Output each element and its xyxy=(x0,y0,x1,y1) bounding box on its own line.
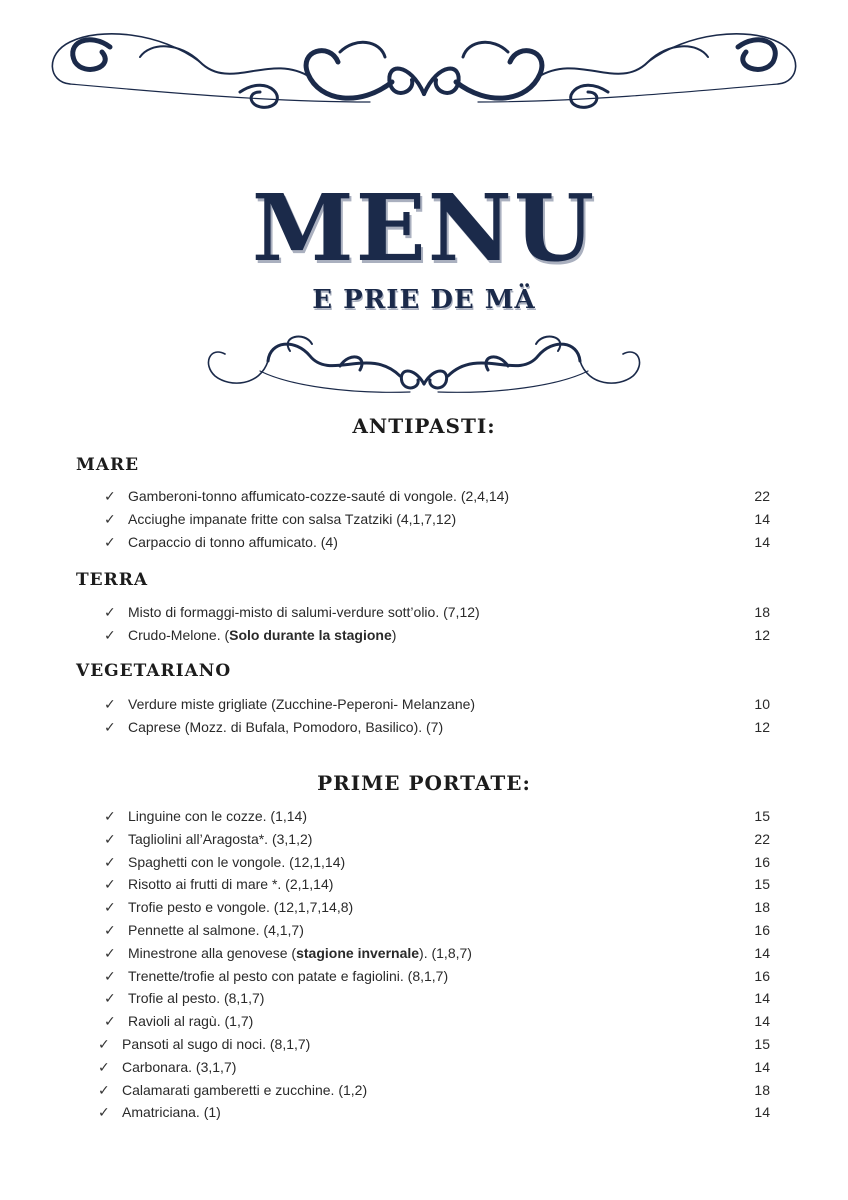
item-price: 14 xyxy=(754,1013,770,1030)
check-icon: ✓ xyxy=(98,1058,110,1075)
item-name: Spaghetti con le vongole. (12,1,14) xyxy=(128,853,346,870)
list-item xyxy=(0,828,848,851)
item-price: 14 xyxy=(754,533,770,550)
item-price: 14 xyxy=(754,1104,770,1121)
list-item xyxy=(0,1079,848,1102)
check-icon: ✓ xyxy=(104,626,116,643)
menu-subtitle: E PRIE DE MÄ xyxy=(312,285,536,315)
check-icon: ✓ xyxy=(104,899,116,916)
list-item xyxy=(0,896,848,919)
check-icon: ✓ xyxy=(104,1013,116,1030)
check-icon: ✓ xyxy=(104,830,116,847)
item-name: Acciughe impanate fritte con salsa Tzatziki (4,1,7,12) xyxy=(128,510,457,527)
item-name: Trenette/trofie al pesto con patate e fagiolini. (8,1,7) xyxy=(128,967,449,984)
check-icon: ✓ xyxy=(98,1035,110,1052)
list-item xyxy=(0,873,848,896)
check-icon: ✓ xyxy=(104,944,116,961)
item-price: 14 xyxy=(754,510,770,527)
item-price: 16 xyxy=(754,967,770,984)
menu-title: MENU xyxy=(251,174,597,282)
item-name: Gamberoni-tonno affumicato-cozze-sauté di vongole. (2,4,14) xyxy=(128,488,510,504)
item-name: Ravioli al ragù. (1,7) xyxy=(128,1013,254,1030)
list-item xyxy=(0,851,848,874)
antipasti-title: ANTIPASTI: xyxy=(352,414,496,438)
item-price: 18 xyxy=(754,899,770,916)
item-name: Crudo-Melone. (Solo durante la stagione) xyxy=(128,626,397,643)
middle-ornament xyxy=(200,326,648,398)
check-icon: ✓ xyxy=(104,990,116,1007)
vegetariano-list xyxy=(0,693,848,739)
item-price: 22 xyxy=(754,830,770,847)
item-price: 15 xyxy=(754,1035,770,1052)
check-icon: ✓ xyxy=(104,876,116,893)
check-icon: ✓ xyxy=(98,1104,110,1121)
check-icon: ✓ xyxy=(104,853,116,870)
list-item xyxy=(0,531,848,554)
item-price: 12 xyxy=(754,718,770,735)
item-price: 14 xyxy=(754,944,770,961)
list-item xyxy=(0,1101,848,1124)
item-name: Caprese (Mozz. di Bufala, Pomodoro, Basilico). (7) xyxy=(128,718,444,735)
item-name: Pennette al salmone. (4,1,7) xyxy=(128,921,304,938)
item-price: 16 xyxy=(754,921,770,938)
item-price: 18 xyxy=(754,604,770,620)
item-price: 14 xyxy=(754,990,770,1007)
check-icon: ✓ xyxy=(104,488,116,504)
terra-list xyxy=(0,601,848,647)
list-item xyxy=(0,485,848,508)
list-item xyxy=(0,805,848,828)
item-price: 15 xyxy=(754,876,770,893)
item-name: Carbonara. (3,1,7) xyxy=(122,1058,237,1075)
list-item xyxy=(0,987,848,1010)
item-name: Misto di formaggi-misto di salumi-verdure sott’olio. (7,12) xyxy=(128,604,480,620)
item-price: 10 xyxy=(754,696,770,712)
item-name: Calamarati gamberetti e zucchine. (1,2) xyxy=(122,1081,368,1098)
list-item xyxy=(0,508,848,531)
top-ornament xyxy=(40,22,808,112)
item-name: Amatriciana. (1) xyxy=(122,1104,221,1121)
list-item xyxy=(0,693,848,716)
list-item xyxy=(0,624,848,647)
check-icon: ✓ xyxy=(104,808,116,824)
category-mare-title: MARE xyxy=(76,455,140,475)
item-name: Risotto ai frutti di mare *. (2,1,14) xyxy=(128,876,334,893)
item-name: Carpaccio di tonno affumicato. (4) xyxy=(128,533,338,550)
check-icon: ✓ xyxy=(104,921,116,938)
check-icon: ✓ xyxy=(98,1081,110,1098)
check-icon: ✓ xyxy=(104,604,116,620)
list-item xyxy=(0,965,848,988)
item-name: Trofie al pesto. (8,1,7) xyxy=(128,990,265,1007)
check-icon: ✓ xyxy=(104,718,116,735)
item-name: Minestrone alla genovese (stagione invernale). (1,8,7) xyxy=(128,944,472,961)
item-name: Linguine con le cozze. (1,14) xyxy=(128,808,307,824)
prime-list xyxy=(0,805,848,1124)
list-item xyxy=(0,942,848,965)
check-icon: ✓ xyxy=(104,510,116,527)
check-icon: ✓ xyxy=(104,533,116,550)
item-name: Pansoti al sugo di noci. (8,1,7) xyxy=(122,1035,311,1052)
item-price: 18 xyxy=(754,1081,770,1098)
item-price: 22 xyxy=(754,488,770,504)
category-terra-title: TERRA xyxy=(76,570,149,590)
category-vegetariano-title: VEGETARIANO xyxy=(76,661,232,681)
item-price: 16 xyxy=(754,853,770,870)
item-price: 14 xyxy=(754,1058,770,1075)
list-item xyxy=(0,716,848,739)
item-price: 12 xyxy=(754,626,770,643)
mare-list xyxy=(0,485,848,553)
check-icon: ✓ xyxy=(104,967,116,984)
item-name: Verdure miste grigliate (Zucchine-Peperoni- Melanzane) xyxy=(128,696,476,712)
check-icon: ✓ xyxy=(104,696,116,712)
prime-portate-title: PRIME PORTATE: xyxy=(317,771,531,795)
list-item xyxy=(0,1056,848,1079)
item-name: Tagliolini all’Aragosta*. (3,1,2) xyxy=(128,830,313,847)
list-item xyxy=(0,601,848,624)
list-item xyxy=(0,919,848,942)
item-price: 15 xyxy=(754,808,770,824)
list-item xyxy=(0,1033,848,1056)
list-item xyxy=(0,1010,848,1033)
item-name: Trofie pesto e vongole. (12,1,7,14,8) xyxy=(128,899,354,916)
